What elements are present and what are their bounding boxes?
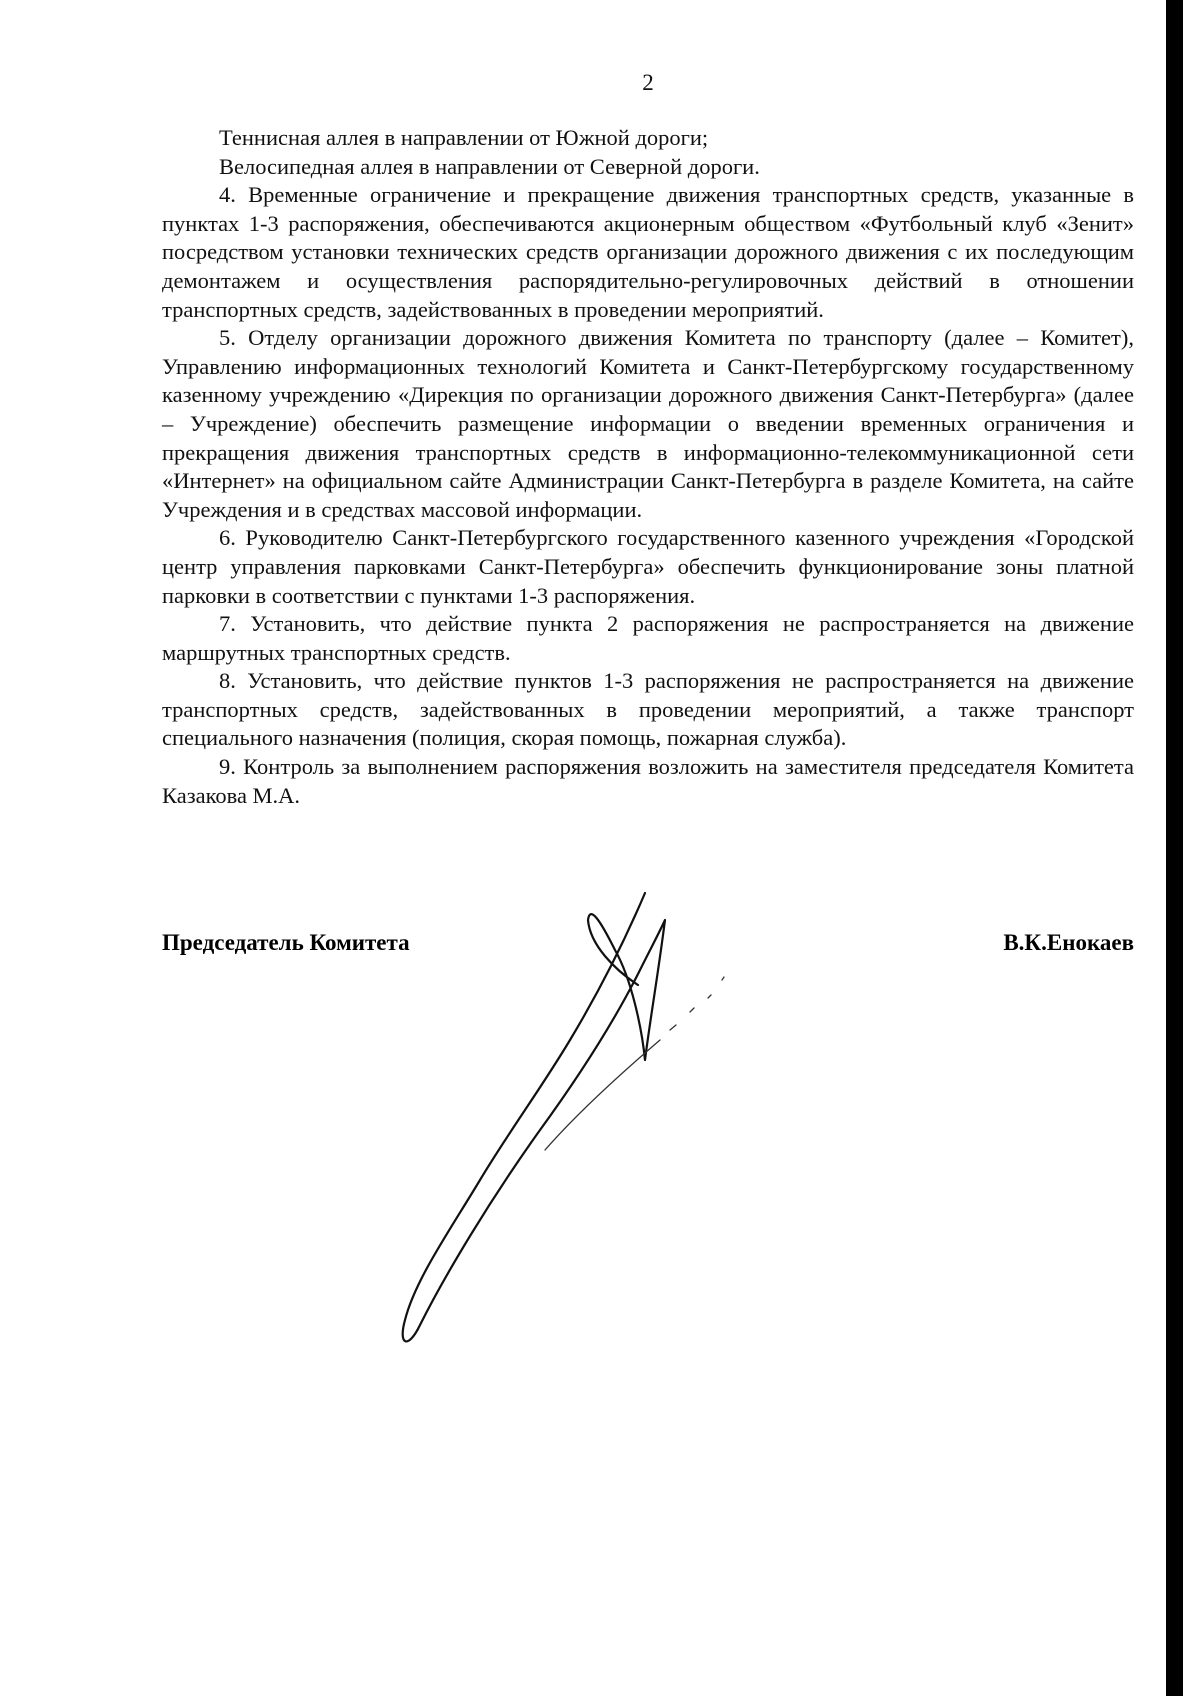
paragraph: 9. Контроль за выполнением распоряжения возложить на заместителя председателя Комитета Казакова М.А. — [162, 754, 1134, 808]
signatory-name: В.К.Енокаев — [1003, 930, 1134, 955]
page-number: 2 — [642, 70, 654, 95]
paragraph: Теннисная аллея в направлении от Южной дороги; — [219, 125, 709, 150]
paragraph: 8. Установить, что действие пунктов 1-3 распоряжения не распространяется на движение транспортных средств, задействованных в проведении мероприятий, а также транспорт специального назначения (полиция, скорая помощь, пожарная служба). — [162, 668, 1134, 751]
signature-stroke — [403, 893, 665, 1341]
signatory-position: Председатель Комитета — [162, 930, 410, 955]
scan-edge — [1166, 0, 1183, 1696]
paragraph: 7. Установить, что действие пункта 2 распоряжения не распространяется на движение маршрутных транспортных средств. — [162, 611, 1134, 665]
paragraph: 4. Временные ограничение и прекращение движения транспортных средств, указанные в пунктах 1-3 распоряжения, обеспечиваются акционерным обществом «Футбольный клуб «Зенит» посредством установки технических средств организации дорожного движения с их последующим демонтажем и осуществления распорядительно-регулировочных действий в отношении транспортных средств, задействованных в проведении мероприятий. — [162, 182, 1134, 322]
paragraph: 5. Отделу организации дорожного движения Комитета по транспорту (далее – Комитет), Управлению информационных технологий Комитета и Санкт-Петербургскому государственному казенному учреждению «Дирекция по организации дорожного движения Санкт-Петербурга» (далее – Учреждение) обеспечить размещение информации о введении временных ограничения и прекращения движения транспортных средств в информационно-телекоммуникационной сети «Интернет» на официальном сайте Администрации Санкт-Петербурга в разделе Комитета, на сайте Учреждения и в средствах массовой информации. — [162, 325, 1134, 522]
paragraph: Велосипедная аллея в направлении от Северной дороги. — [219, 153, 760, 179]
paragraph: 6. Руководителю Санкт-Петербургского государственного казенного учреждения «Городской центр управления парковками Санкт-Петербурга» обеспечить функционирование зоны платной парковки в соответствии с пунктами 1-3 распоряжения. — [162, 525, 1134, 608]
document-body — [162, 124, 1134, 810]
handwritten-signature — [400, 880, 820, 1380]
